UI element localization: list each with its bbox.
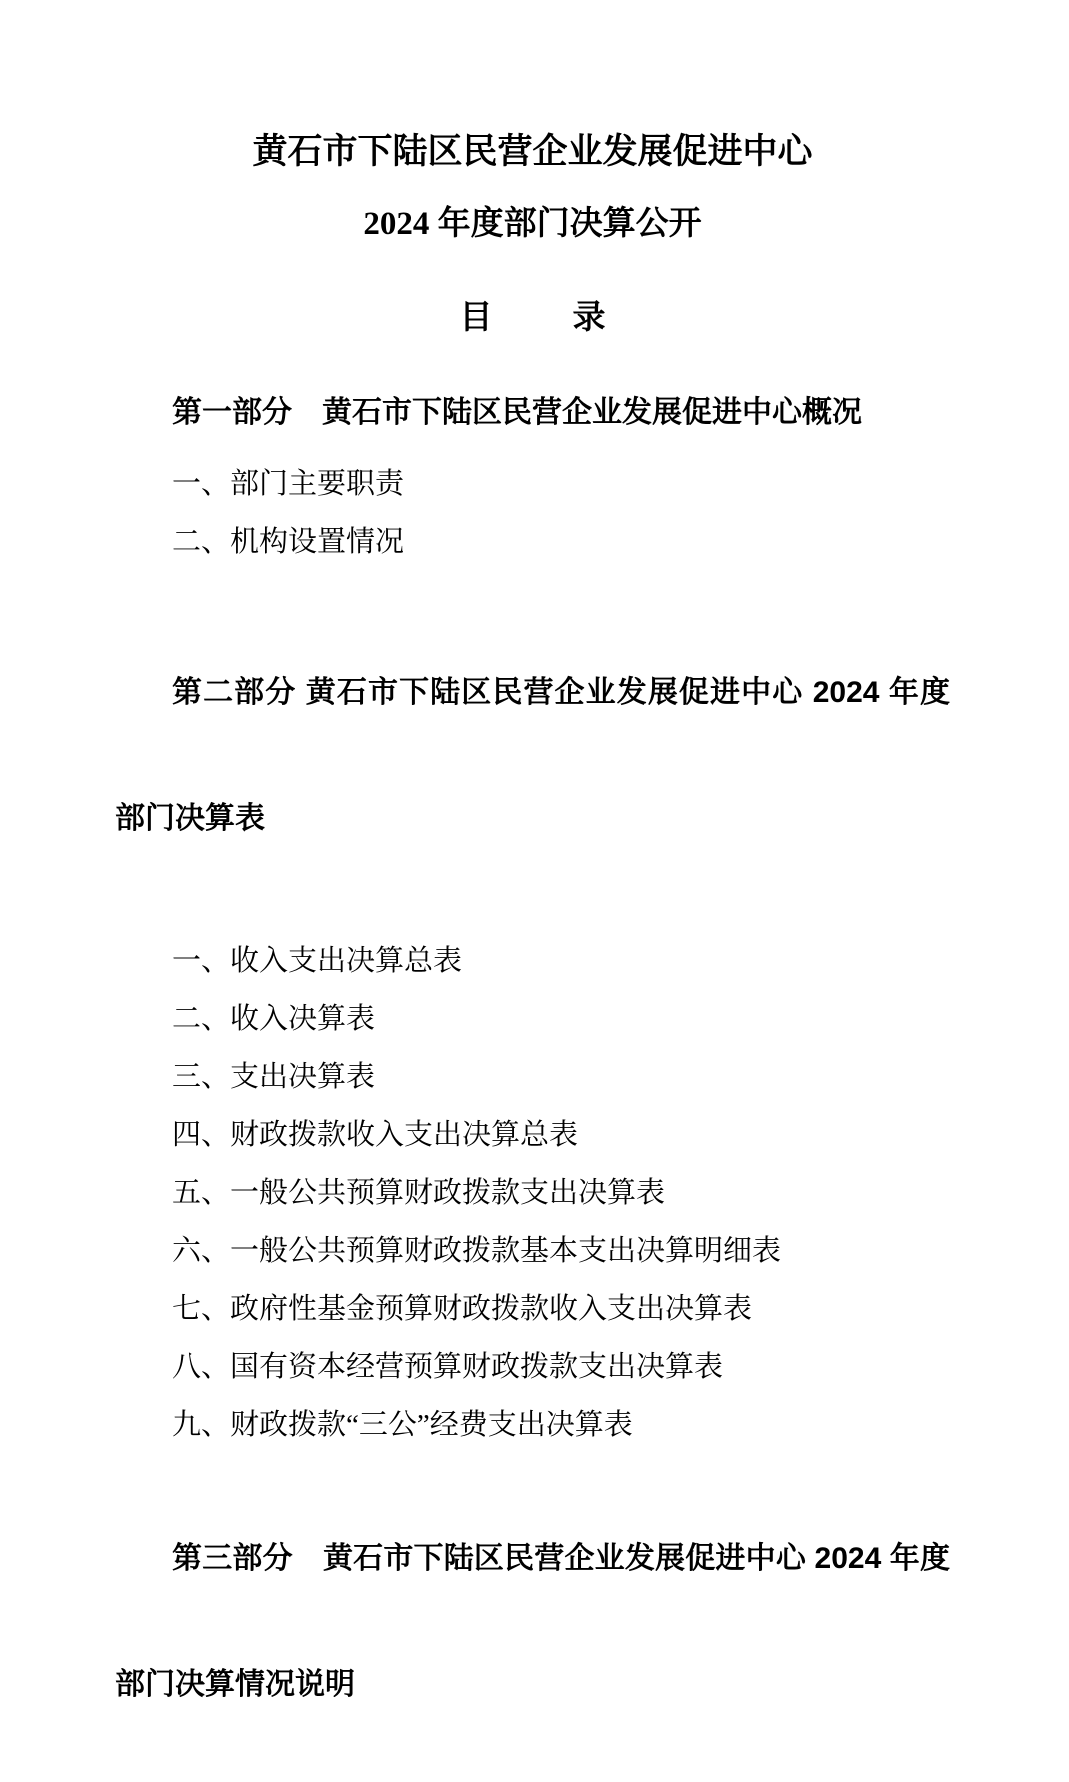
toc-title (115, 297, 950, 339)
toc-title-char-mu: 目 (459, 300, 493, 336)
toc-item: 九、财政拨款“三公”经费支出决算表 (172, 1409, 633, 1441)
toc-item: 五、一般公共预算财政拨款支出决算表 (172, 1177, 666, 1209)
document-title-line1: 黄石市下陆区民营企业发展促进中心 (252, 132, 813, 171)
toc-item: 六、一般公共预算财政拨款基本支出决算明细表 (172, 1235, 782, 1267)
toc-section-heading-part3-line2: 部门决算情况说明 (115, 1668, 355, 1701)
toc-section-heading-part2-line1: 第二部分 黄石市下陆区民营企业发展促进中心 2024 年度 (172, 676, 950, 709)
toc-section-heading-part2 (115, 596, 950, 916)
toc-item: 四、财政拨款收入支出决算总表 (172, 1119, 579, 1151)
toc-item: 三、支出决算表 (172, 1061, 376, 1093)
toc-item: 一、部门主要职责 (172, 468, 405, 500)
toc-item: 八、国有资本经营预算财政拨款支出决算表 (172, 1351, 724, 1383)
toc-section-heading-part1: 第一部分 黄石市下陆区民营企业发展促进中心概况 (172, 396, 862, 429)
toc-item: 一、收入支出决算总表 (172, 945, 463, 977)
toc-item: 二、机构设置情况 (172, 526, 405, 558)
toc-item: 二、收入决算表 (172, 1003, 376, 1035)
toc-list-part1 (115, 455, 950, 571)
toc-title-char-lu: 录 (572, 300, 606, 336)
toc-section-heading-part2-line2: 部门决算表 (115, 802, 265, 835)
toc-section-heading-part3-line1: 第三部分 黄石市下陆区民营企业发展促进中心 2024 年度 (172, 1542, 950, 1575)
toc-list-part2 (115, 932, 950, 1454)
toc-item: 七、政府性基金预算财政拨款收入支出决算表 (172, 1293, 753, 1325)
document-title-line2: 2024 年度部门决算公开 (363, 206, 702, 242)
toc-section-heading-part3 (115, 1462, 950, 1782)
